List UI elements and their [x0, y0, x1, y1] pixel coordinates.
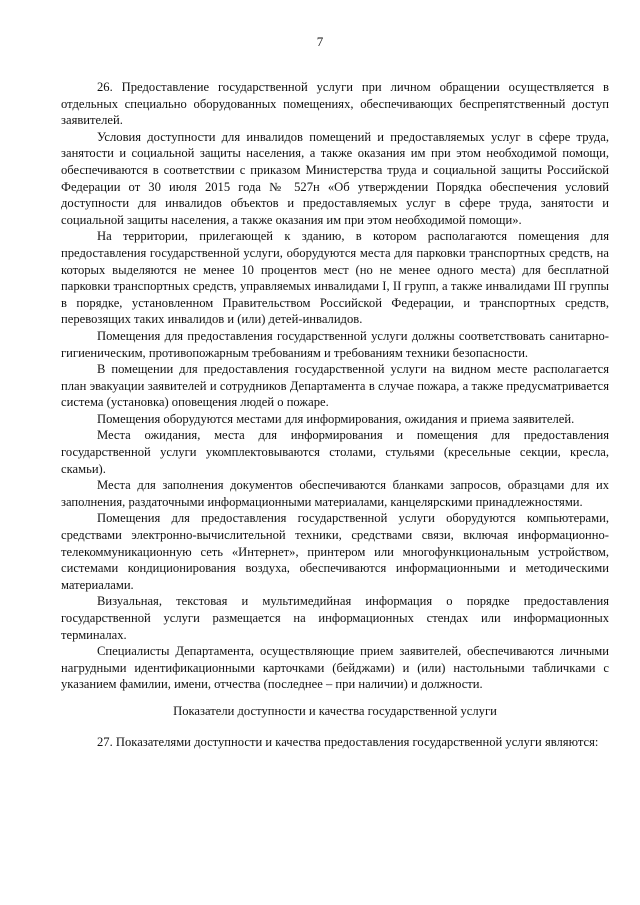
paragraph-sanitary-requirements: Помещения для предоставления государственной услуги должны соответствовать санитарно-гигиеническим, противопожарным требованиям и требованиям техники безопасности. — [61, 328, 609, 360]
paragraph-waiting-places: Помещения оборудуются местами для информирования, ожидания и приема заявителей. — [97, 411, 575, 426]
paragraph-furniture: Места ожидания, места для информирования и помещения для предоставления государственной услуги укомплектовываются столами, стульями (кресельные секции, кресла, скамьи). — [61, 428, 609, 476]
paragraph-parking-spaces: На территории, прилегающей к зданию, в котором располагаются помещения для предоставления государственной услуги, оборудуются места для парковки транспортных средств, на которых выделяются не менее 10 процентов мест (но не менее одного места) для бесплатной парковки транспортных средств, управляемых инвалидами I, II групп, а также инвалидами III группы в порядке, установленном Правительством Российской Федерации, и транспортных средств, перевозящих таких инвалидов и (или) детей-инвалидов. — [61, 229, 609, 327]
paragraph-document-forms: Места для заполнения документов обеспечиваются бланками запросов, образцами для их заполнения, раздаточными информационными материалами, канцелярскими принадлежностями. — [61, 478, 609, 509]
paragraph-staff-badges: Специалисты Департамента, осуществляющие прием заявителей, обеспечиваются личными нагрудными идентификационными карточками (бейджами) и (или) настольными табличками с указанием фамилии, имени, отчества (последнее – при наличии) и должности. — [61, 644, 609, 692]
page-number: 7 — [316, 34, 324, 49]
paragraph-26-accessibility-premises: 26. Предоставление государственной услуги при личном обращении осуществляется в отдельных специально оборудованных помещениях, обеспечивающих беспрепятственный доступ заявителей. — [61, 80, 609, 128]
paragraph-equipment: Помещения для предоставления государственной услуги оборудуются компьютерами, средствами электронно-вычислительной техники, средствами связи, включая информационно-телекоммуникационную сеть «Интернет», принтером или многофункциональным устройством, системами кондиционирования воздуха, обеспечиваются информационными и методическими материалами. — [61, 511, 609, 592]
paragraph-evacuation-plan: В помещении для предоставления государственной услуги на видном месте располагается план эвакуации заявителей и сотрудников Департамента в случае пожара, а также предусматривается система (установка) оповещения людей о пожаре. — [61, 362, 609, 410]
paragraph-visual-information: Визуальная, текстовая и мультимедийная информация о порядке предоставления государственной услуги размещается на информационных стендах или информационных терминалах. — [61, 594, 609, 642]
paragraph-27-quality-indicators: 27. Показателями доступности и качества предоставления государственной услуги являются: — [97, 734, 599, 749]
section-heading: Показатели доступности и качества государственной услуги — [173, 703, 497, 718]
paragraph-disability-accessibility-conditions: Условия доступности для инвалидов помещений и предоставляемых услуг в сфере труда, занятости и социальной защиты населения, а также оказания им при этом необходимой помощи, обеспечиваются в соответствии с приказом Министерства труда и социальной защиты Российской Федерации от 30 июля 2015 года № 527н «Об утверждении Порядка обеспечения условий доступности для инвалидов объектов и предоставляемых услуг в сфере труда, занятости и социальной защиты населения, а также оказания им при этом необходимой помощи». — [61, 129, 609, 227]
document-body — [61, 79, 609, 750]
